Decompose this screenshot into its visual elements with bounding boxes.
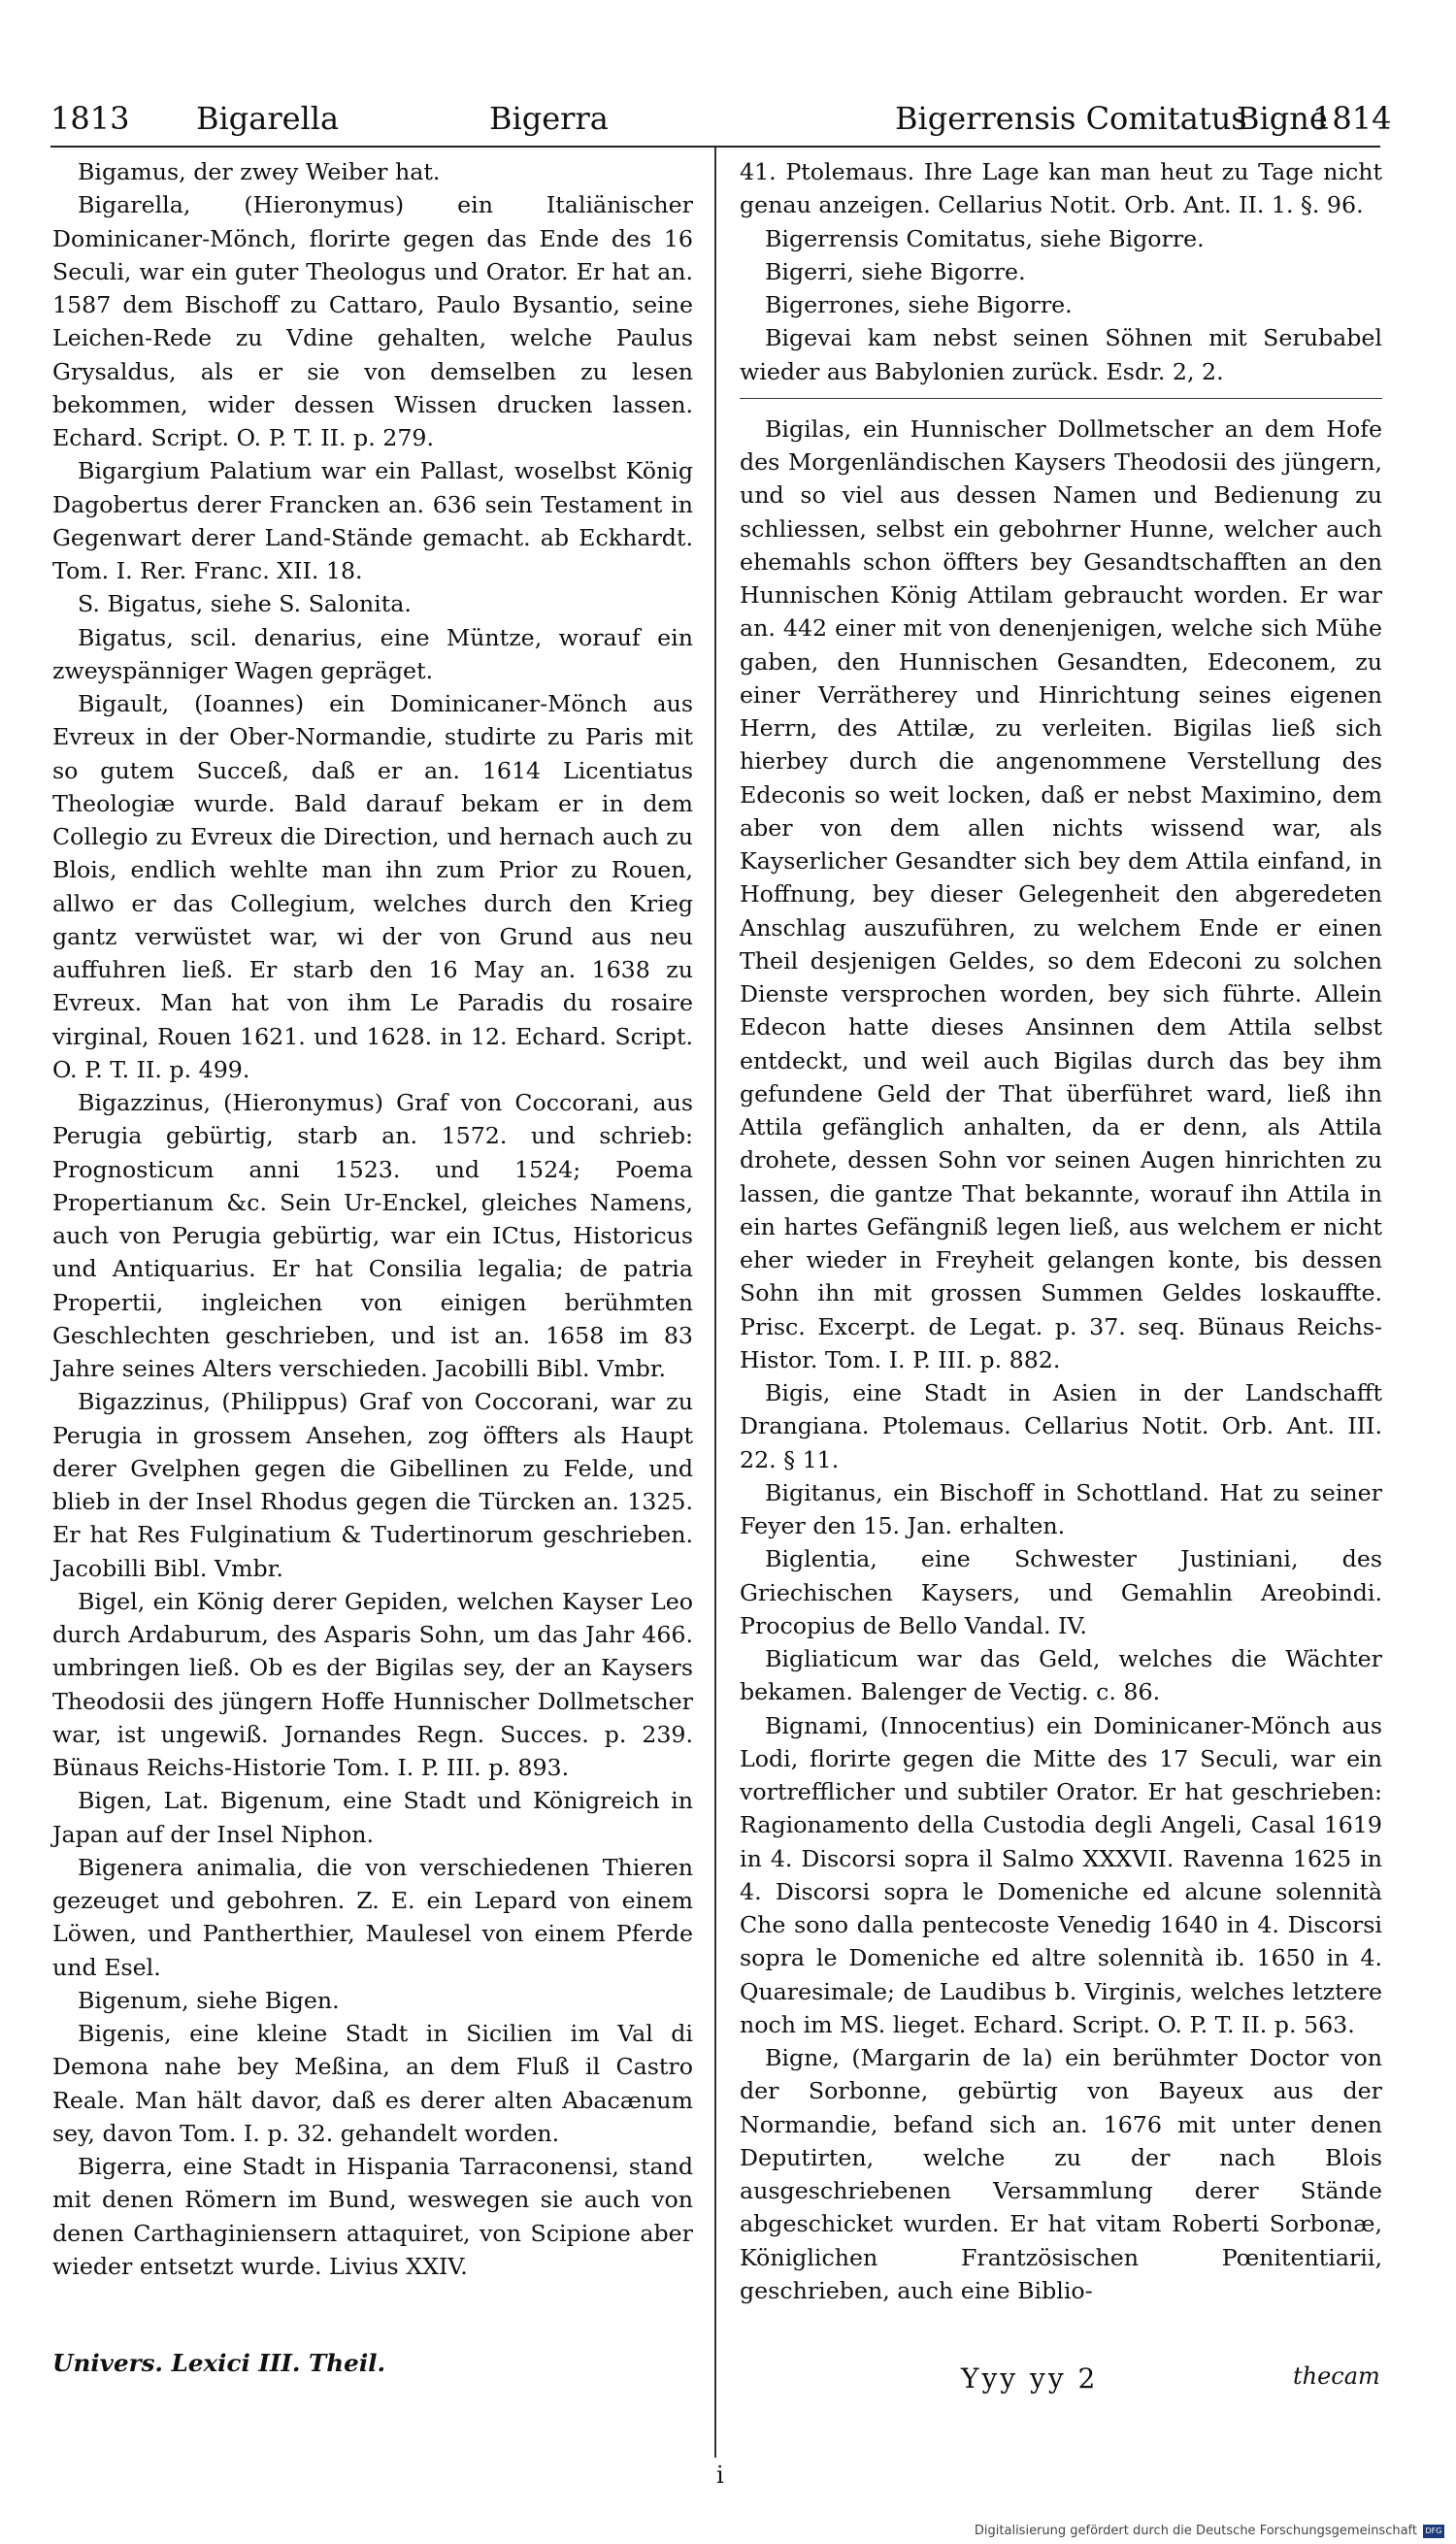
dictionary-entry: Bigault, (Ioannes) ein Dominicaner-Mönch aus Evreux in der Ober-Normandie, studirte zu Paris mit so gutem Succeß, daß er an. 1614 Licentiatus Theologiæ wurde. Bald darauf bekam er in dem Collegio zu Evreux die Direction, und hernach auch zu Blois, endlich wehlte man ihn zum Prior zu Rouen, allwo er das Collegium, welches durch den Krieg gantz verwüstet war, wi der von Grund aus neu auffuhren ließ. Er starb den 16 May an. 1638 zu Evreux. Man hat von ihm Le Paradis du rosaire virginal, Rouen 1621. und 1628. in 12. Echard. Script. O. P. T. II. p. 499. (52, 690, 693, 1083)
volume-line: Univers. Lexici III. Theil. (52, 2349, 386, 2377)
dictionary-entry: Bigerrensis Comitatus, siehe Bigorre. (765, 224, 1205, 252)
header-word-bigerra: Bigerra (489, 100, 609, 137)
column-divider (714, 148, 716, 2458)
dictionary-entry: Bigel, ein König derer Gepiden, welchen Kayser Leo durch Ardaburum, des Asparis Sohn, um das Jahr 466. umbringen ließ. Ob es der Bigilas sey, der an Kaysers Theodosii des jüngern Hoffe Hunnischer Dollmetscher war, ist ungewiß. Jornandes Regn. Succes. p. 239. Bünaus Reichs-Historie Tom. I. P. III. p. 893. (52, 1587, 693, 1781)
dictionary-entry: Bigitanus, ein Bischoff in Schottland. Hat zu seiner Feyer den 15. Jan. erhalten. (740, 1478, 1382, 1539)
dictionary-entry: Bigliaticum war das Geld, welches die Wächter bekamen. Balenger de Vectig. c. 86. (740, 1645, 1382, 1706)
dictionary-entry: Bigenera animalia, die von verschiedenen Thieren gezeuget und gebohren. Z. E. ein Lepard von einem Löwen, und Pantherthier, Maulesel von einem Pferde und Esel. (52, 1853, 693, 1981)
dictionary-entry: Bigenis, eine kleine Stadt in Sicilien im Val di Demona nahe bey Meßina, an dem Fluß il Castro Reale. Man hält davor, daß es derer alten Abacænum sey, davon Tom. I. p. 32. gehandelt worden. (52, 2020, 693, 2147)
dictionary-entry: Bigazzinus, (Hieronymus) Graf von Coccorani, aus Perugia gebürtig, starb an. 1572. und schrieb: Prognosticum anni 1523. und 1524; Poema Propertianum &c. Sein Ur-Enckel, gleiches Namens, auch von Perugia gebürtig, war ein ICtus, Historicus und Antiquarius. Er hat Consilia legalia; de patria Propertii, ingleichen von einigen berühmten Geschlechten geschrieben, und ist an. 1658 im 83 Jahre seines Alters verschieden. Jacobilli Bibl. Vmbr. (52, 1089, 693, 1382)
left-column (52, 155, 693, 2283)
dictionary-entry: Bigargium Palatium war ein Pallast, woselbst König Dagobertus derer Francken an. 636 sein Testament in Gegenwart derer Land-Stände gemacht. ab Eckhardt. Tom. I. Rer. Franc. XII. 18. (52, 457, 693, 584)
dictionary-entry: Bigevai kam nebst seinen Söhnen mit Serubabel wieder aus Babylonien zurück. Esdr. 2, 2. (740, 324, 1382, 385)
dictionary-entry: Biglentia, eine Schwester Justiniani, des Griechischen Kaysers, und Gemahlin Areobindi. Procopius de Bello Vandal. IV. (740, 1545, 1382, 1639)
dictionary-entry: Bigerra, eine Stadt in Hispania Tarraconensi, stand mit denen Römern im Bund, weswegen sie auch von denen Carthaginiensern attaquiret, von Scipione aber wieder entsetzt wurde. Livius XXIV. (52, 2153, 693, 2280)
dictionary-entry: Bigarella, (Hieronymus) ein Italiänischer Dominicaner-Mönch, florirte gegen das Ende des 16 Seculi, war ein guter Theologus und Orator. Er hat an. 1587 dem Bischoff zu Cattaro, Paulo Bysantio, seine Leichen-Rede zu Vdine gehalten, welche Paulus Grysaldus, als er sie von demselben zu lesen bekommen, wider dessen Wissen drucken lassen. Echard. Script. O. P. T. II. p. 279. (52, 191, 693, 451)
entry-separator (740, 398, 1382, 399)
digitization-text: Digitalisierung gefördert durch die Deutsche Forschungsgemeinschaft (974, 2524, 1417, 2538)
header-word-bigerrensis: Bigerrensis Comitatus (895, 100, 1247, 137)
signature-mark: Yyy yy 2 (961, 2362, 1099, 2395)
header-word-bigarella: Bigarella (196, 100, 340, 137)
dictionary-entry: Bigne, (Margarin de la) ein berühmter Doctor von der Sorbonne, gebürtig von Bayeux aus der Normandie, befand sich an. 1676 mit unter denen Deputirten, welche zu der nach Blois ausgeschriebenen Versammlung derer Stände abgeschicket wurden. Er hat vitam Roberti Sorbonæ, Königlichen Frantzösischen Pœnitentiarii, geschrieben, auch eine Biblio- (740, 2044, 1382, 2304)
right-column (740, 155, 1382, 2307)
running-header (50, 93, 1392, 144)
catchword: thecam (1293, 2362, 1380, 2390)
dictionary-entry: Bigazzinus, (Philippus) Graf von Coccorani, war zu Perugia in grossem Ansehen, zog öffters als Haupt derer Gvelphen gegen die Gibellinen zu Felde, und blieb in der Insel Rhodus gegen die Türcken an. 1325. Er hat Res Fulginatium & Tudertinorum geschrieben. Jacobilli Bibl. Vmbr. (52, 1388, 693, 1582)
stray-mark: i (716, 2461, 724, 2489)
dictionary-entry: Bigen, Lat. Bigenum, eine Stadt und Königreich in Japan auf der Insel Niphon. (52, 1787, 693, 1848)
page-number-left: 1813 (50, 100, 130, 137)
dictionary-entry: Bigilas, ein Hunnischer Dollmetscher an dem Hofe des Morgenländischen Kaysers Theodosii des jüngern, und so viel aus dessen Namen und Bedienung zu schliessen, selbst ein gebohrner Hunne, welcher auch ehemahls schon öffters bey Gesandtschafften an den Hunnischen König Attilam gebraucht worden. Er war an. 442 einer mit von denenjenigen, welche sich Mühe gaben, den Hunnischen Gesandten, Edeconem, zu einer Verrätherey und Hinrichtung seines eigenen Herrn, des Attilæ, zu verleiten. Bigilas ließ sich hierbey durch die angenommene Verstellung des Edeconis so weit locken, daß er nebst Maximino, dem aber von dem allen nichts wissend war, als Kayserlicher Gesandter sich bey dem Attila einfand, in Hoffnung, bey dieser Gelegenheit den abgeredeten Anschlag auszuführen, zu welchem Ende er einen Theil desjenigen Geldes, so dem Edeconi zu solchen Dienste versprochen worden, bey sich führte. Allein Edecon hatte dieses Ansinnen dem Attila selbst entdeckt, und weil auch Bigilas durch das bey ihm gefundene Geld der That überführet ward, ließ ihn Attila gefänglich anhalten, da er denn, als Attila drohete, dessen Sohn vor seinen Augen hinrichten zu lassen, die gantze That bekannte, worauf ihn Attila in ein hartes Gefängniß legen ließ, aus welchem er nicht eher wieder in Freyheit gelangen konte, bis dessen Sohn ihn mit grossen Summen Geldes loskauffte. Prisc. Excerpt. de Legat. p. 37. seq. Bünaus Reichs-Histor. Tom. I. P. III. p. 882. (740, 414, 1382, 1373)
dictionary-entry: Bigis, eine Stadt in Asien in der Landschafft Drangiana. Ptolemaus. Cellarius Notit. Orb. Ant. III. 22. § 11. (740, 1379, 1382, 1473)
dictionary-entry: 41. Ptolemaus. Ihre Lage kan man heut zu Tage nicht genau anzeigen. Cellarius Notit. Orb. Ant. II. 1. §. 96. (740, 158, 1382, 219)
dictionary-entry: Bignami, (Innocentius) ein Dominicaner-Mönch aus Lodi, florirte gegen die Mitte des 17 Seculi, war ein vortrefflicher und subtiler Orator. Er hat geschrieben: Ragionamento della Custodia degli Angeli, Casal 1619 in 4. Discorsi sopra il Salmo XXXVII. Ravenna 1625 in 4. Discorsi sopra le Domeniche ed alcune solennità Che sono dalla pentecoste Venedig 1640 in 4. Discorsi sopra le Domeniche ed altre solennità ib. 1650 in 4. Quaresimale; de Laudibus b. Virginis, welches letztere noch im MS. lieget. Echard. Script. O. P. T. II. p. 563. (740, 1711, 1382, 2038)
dictionary-entry: Bigamus, der zwey Weiber hat. (78, 158, 441, 185)
header-word-bigne: Bigne (1237, 100, 1328, 137)
dictionary-entry: Bigenum, siehe Bigen. (78, 1986, 340, 2014)
dictionary-entry: Bigatus, scil. denarius, eine Müntze, worauf ein zweyspänniger Wagen gepräget. (52, 623, 693, 684)
digitization-note (975, 2524, 1444, 2538)
page-number-right: 1814 (1312, 100, 1392, 137)
dictionary-entry: S. Bigatus, siehe S. Salonita. (78, 590, 412, 618)
dictionary-entry: Bigerrones, siehe Bigorre. (765, 291, 1073, 318)
dfg-logo: DFG (1423, 2525, 1444, 2538)
dictionary-entry: Bigerri, siehe Bigorre. (765, 257, 1026, 285)
